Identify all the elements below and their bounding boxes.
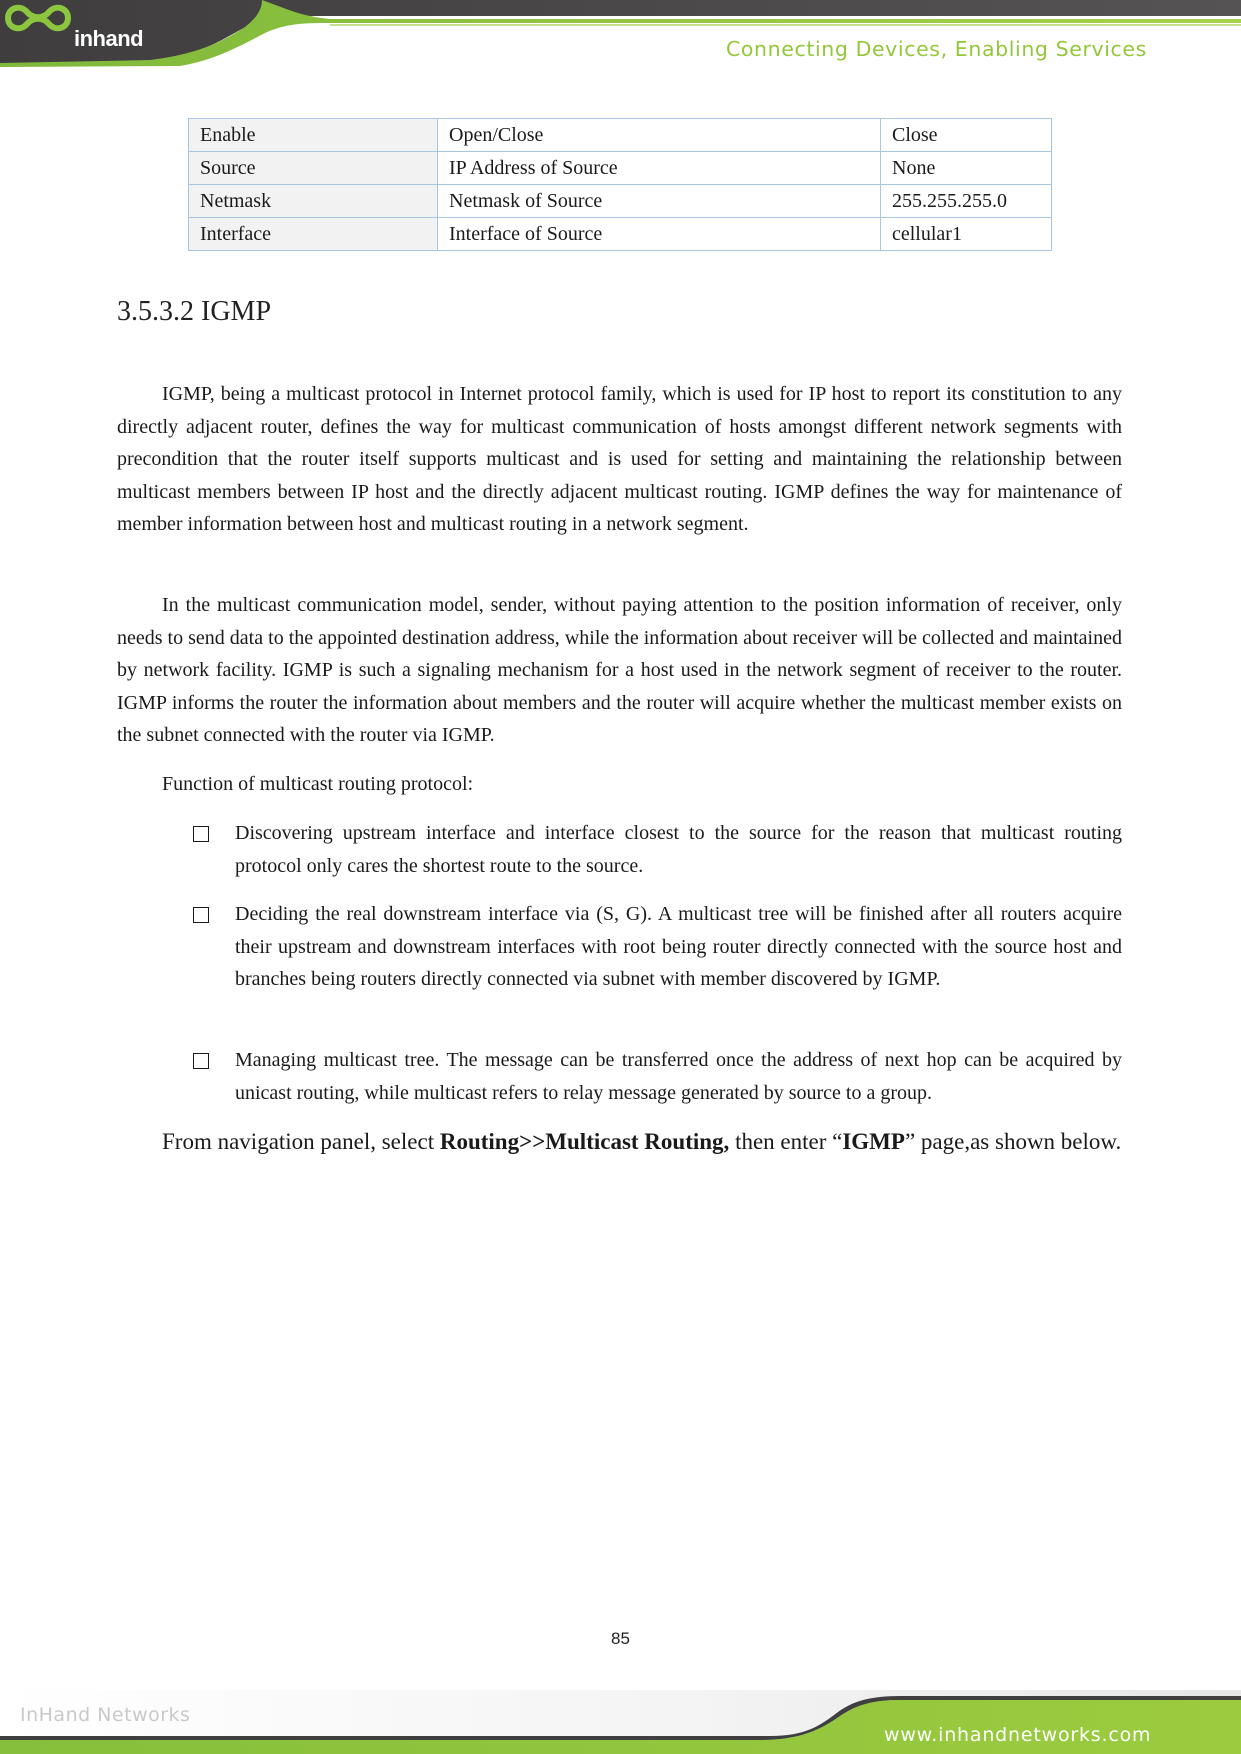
inhand-logo-icon [0, 0, 76, 54]
list-item [193, 1044, 1122, 1109]
page-footer [0, 1690, 1241, 1754]
bullet-text: Deciding the real downstream interface via (S, G). A multicast tree will be finished after all routers acquire their upstream and downstream interfaces with root being router directly connected with the source host and branches being routers directly connected via subnet with member discovered by IGMP. [235, 903, 1122, 991]
param-default: Close [881, 119, 1052, 152]
parameter-table [188, 118, 1052, 251]
nav-page-name: IGMP [842, 1129, 905, 1154]
multicast-model-paragraph: In the multicast communication model, sender, without paying attention to the position information of receiver, only needs to send data to the appointed destination address, while the information about receiver will be collected and maintained by network facility. IGMP is such a signaling mechanism for a host used in the network segment of receiver to the router. IGMP informs the router the information about members and the router will acquire whether the multicast member exists on the subnet connected with the router via IGMP. [117, 594, 1122, 747]
param-default: cellular1 [881, 218, 1052, 251]
page-header [0, 0, 1241, 70]
function-intro: Function of multicast routing protocol: [162, 773, 474, 795]
param-description: Interface of Source [438, 218, 881, 251]
footer-company-name: InHand Networks [20, 1704, 191, 1726]
param-default: None [881, 152, 1052, 185]
param-description: IP Address of Source [438, 152, 881, 185]
checkbox-bullet-icon [193, 1053, 209, 1069]
param-name: Enable [189, 119, 438, 152]
navigation-instruction [117, 1126, 1122, 1158]
nav-prefix: From navigation panel, select [162, 1129, 440, 1154]
checkbox-bullet-icon [193, 907, 209, 923]
table-row [189, 185, 1052, 218]
nav-suffix: ” page,as shown below. [904, 1129, 1122, 1154]
nav-middle: then enter “ [729, 1129, 843, 1154]
footer-website: www.inhandnetworks.com [884, 1724, 1152, 1746]
list-item [193, 817, 1122, 882]
param-default: 255.255.255.0 [881, 185, 1052, 218]
param-name: Netmask [189, 185, 438, 218]
header-tagline: Connecting Devices, Enabling Services [726, 37, 1147, 61]
checkbox-bullet-icon [193, 826, 209, 842]
table-row [189, 152, 1052, 185]
bullet-text: Managing multicast tree. The message can be transferred once the address of next hop can be acquired by unicast routing, while multicast refers to relay message generated by source to a group. [235, 1049, 1122, 1104]
nav-menu-path: Routing>>Multicast Routing, [439, 1129, 730, 1154]
param-description: Netmask of Source [438, 185, 881, 218]
brand-logo-text: inhand [74, 26, 144, 51]
list-item [193, 898, 1122, 996]
igmp-intro-paragraph: IGMP, being a multicast protocol in Internet protocol family, which is used for IP host to report its constitution to any directly adjacent router, defines the way for multicast communication of hosts amongst different network segments with precondition that the router itself supports multicast and is used for setting and maintaining the relationship between multicast members between IP host and the directly adjacent multicast routing. IGMP defines the way for maintenance of member information between host and multicast routing in a network segment. [117, 383, 1122, 536]
param-description: Open/Close [438, 119, 881, 152]
table-row [189, 218, 1052, 251]
bullet-text: Discovering upstream interface and interface closest to the source for the reason that multicast routing protocol only cares the shortest route to the source. [235, 822, 1122, 877]
section-heading: 3.5.3.2 IGMP [117, 296, 272, 327]
table-row [189, 119, 1052, 152]
param-name: Interface [189, 218, 438, 251]
page-number: 85 [611, 1629, 630, 1648]
param-name: Source [189, 152, 438, 185]
